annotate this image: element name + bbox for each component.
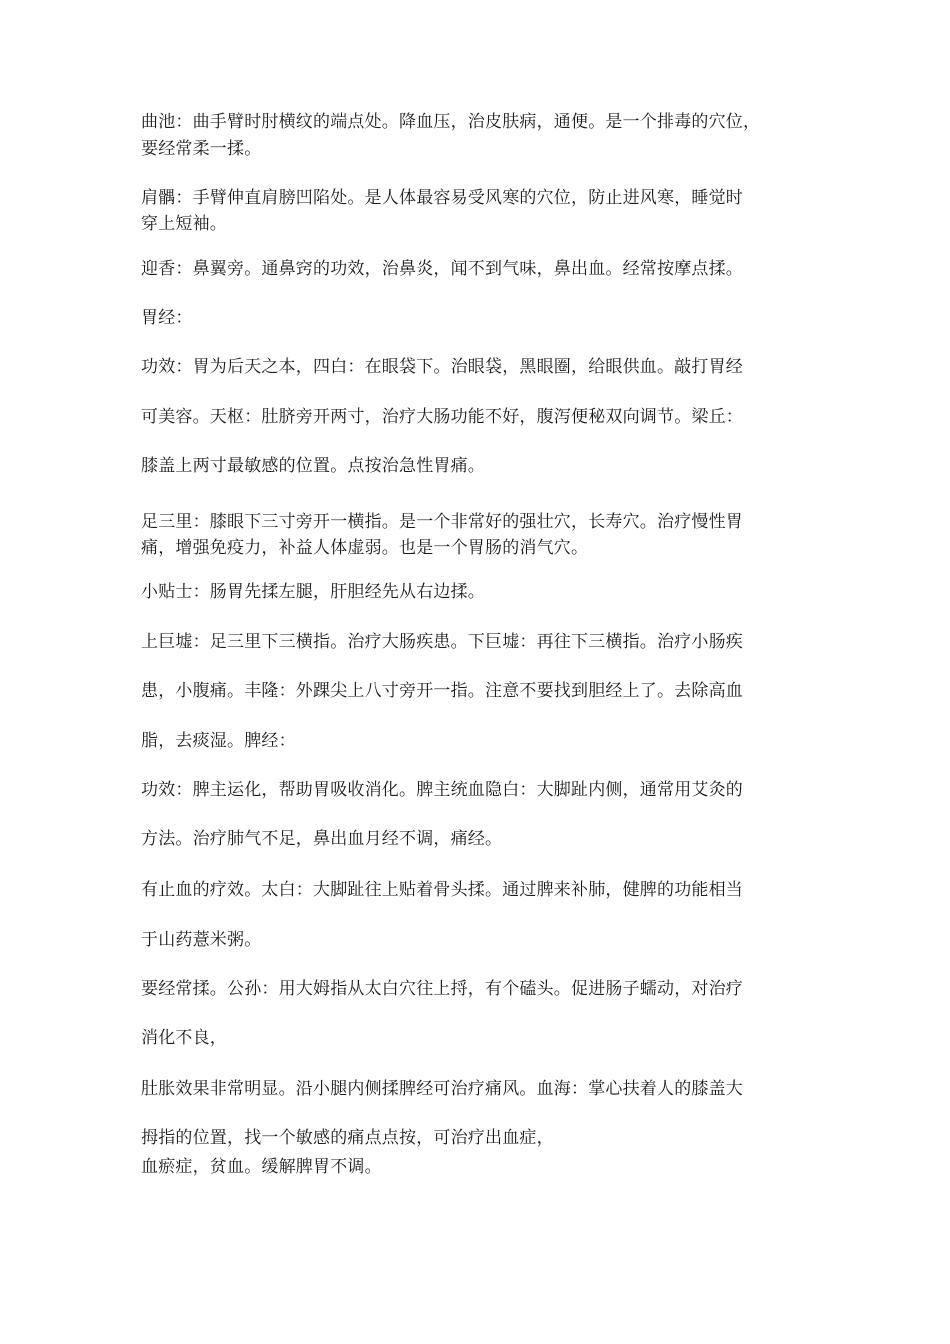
text-line: 膝盖上两寸最敏感的位置。点按治急性胃痛。 (141, 456, 485, 476)
text-line: 有止血的疗效。太白：大脚趾往上贴着骨头揉。通过脾来补肺，健脾的功能相当 (141, 880, 743, 900)
text-line: 功效：脾主运化，帮助胃吸收消化。脾主统血隐白：大脚趾内侧，通常用艾灸的 (141, 780, 743, 800)
section-heading: 胃经： (141, 308, 193, 328)
text-line: 可美容。天枢：肚脐旁开两寸，治疗大肠功能不好，腹泻便秘双向调节。梁丘： (141, 407, 743, 427)
text-line: 足三里：膝眼下三寸旁开一横指。是一个非常好的强壮穴，长寿穴。治疗慢性胃 (141, 512, 743, 532)
text-line: 迎香：鼻翼旁。通鼻窍的功效，治鼻炎，闻不到气味，鼻出血。经常按摩点揉。 (141, 259, 743, 279)
text-line: 上巨墟：足三里下三横指。治疗大肠疾患。下巨墟：再往下三横指。治疗小肠疾 (141, 632, 743, 652)
text-line: 消化不良， (141, 1028, 227, 1048)
text-line: 患，小腹痛。丰隆：外踝尖上八寸旁开一指。注意不要找到胆经上了。去除高血 (141, 681, 743, 701)
text-line: 功效：胃为后天之本，四白：在眼袋下。治眼袋，黑眼圈，给眼供血。敲打胃经 (141, 357, 743, 377)
text-line: 肚胀效果非常明显。沿小腿内侧揉脾经可治疗痛风。血海：掌心扶着人的膝盖大 (141, 1079, 743, 1099)
text-line: 脂，去痰湿。脾经： (141, 731, 296, 751)
text-line: 于山药薏米粥。 (141, 930, 262, 950)
text-line: 肩髃：手臂伸直肩膀凹陷处。是人体最容易受风寒的穴位，防止进风寒，睡觉时 (141, 188, 743, 208)
text-line: 方法。治疗肺气不足，鼻出血月经不调，痛经。 (141, 829, 503, 849)
text-line: 血瘀症，贫血。缓解脾胃不调。 (141, 1157, 382, 1177)
text-line: 穿上短袖。 (141, 214, 227, 234)
text-line: 痛，增强免疫力，补益人体虚弱。也是一个胃肠的消气穴。 (141, 538, 589, 558)
text-line: 曲池：曲手臂时肘横纹的端点处。降血压，治皮肤病，通便。是一个排毒的穴位， (141, 112, 761, 132)
text-line: 小贴士：肠胃先揉左腿，肝胆经先从右边揉。 (141, 582, 485, 602)
text-line: 要经常柔一揉。 (141, 139, 262, 159)
text-line: 要经常揉。公孙：用大姆指从太白穴往上捋，有个磕头。促进肠子蠕动，对治疗 (141, 979, 743, 999)
text-line: 拇指的位置，找一个敏感的痛点点按，可治疗出血症， (141, 1128, 554, 1148)
